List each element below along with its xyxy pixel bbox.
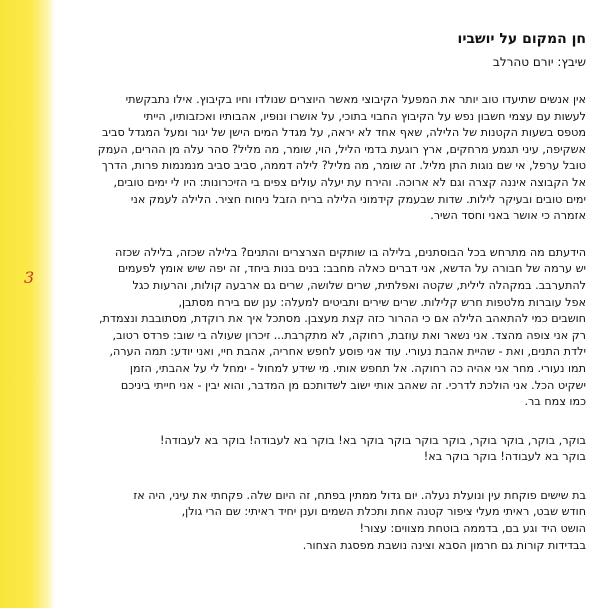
article-byline: שיבץ: יורם טהרלב [492, 55, 586, 69]
text-line: ימים טובים ובעיקר לילות. שדות שבעמק קידמוני הלילה בריח הזבל ניחוח חציר. הלילה לעמק אני [130, 192, 586, 206]
text-line: להתערבב. במקהלה לילית, שקטה ואפלתית, שרים שלושה, שרים גם ארבעה קולות, והרעות כגל [132, 278, 586, 292]
paragraph-3 [78, 433, 586, 466]
text-line: ילדת התנים, ואת - שהיית אהבת נעורי. עוד אני פוסע לחפש אחריה, אהבת חיי, ואני יודע: תמה הערה, [109, 345, 586, 359]
text-line: בוקר, בוקר, בוקר בוקר, בוקר בוקר בוקר בוקר בא! בוקר בא לעבודה! בוקר בא לעבודה! [159, 433, 586, 447]
page-number: 3 [24, 268, 35, 287]
text-line: רק אני צופה מהצד. אני נשאר ואת עוזבת, רחוקה, לא מתקרבת... זיכרון שעולה בי שוב: פרדס רטוב, [112, 328, 586, 342]
text-line: הידעתם מה מתרחש בכל הבוסתנים, בלילה בו שותקים הצרצרים והתנים? בלילה שכזה, בלילה שכזה [115, 245, 586, 259]
text-line: בת שישים פוקחת עין ונועלת נעלה. יום גדול ממתין בפתח, זה היום שלה. פקחתי את עיני, היה אז [133, 488, 586, 502]
text-line: חודש שבט, ראיתי מעלי ציפור קטנה אחת ותכלת השמים וענן יחיד ראיתי: שם הרי גולן, [181, 505, 586, 519]
text-line: בוקר בא לעבודה! בוקר בוקר בא! [423, 450, 586, 464]
text-line: כמו צמח בר. [524, 395, 586, 409]
text-line: לעשות עם עצמי חשבון נפש על הקיבוץ החבוי בתוכי, על אושרו ונופיו, אהבותיו ואכזבותיו, הייתי [143, 109, 586, 123]
article-title: חן המקום על יושביו [457, 31, 586, 47]
text-line: אל הקבוצה איננה קצרה וגם לא ארוכה. והירח עת יעלה עולים צפים בי הזיכרונות: היו לי ימים טובים, [113, 175, 586, 189]
text-line: אין אנשים שתיעדו טוב יותר את המפעל הקיבוצי מאשר היוצרים שנולדו וחיו בקיבוץ. אילו נתבקשתי [125, 93, 586, 106]
text-line: חושבים כמי להתאהב הלילה אם כי ההרור כזה קצת מעצבן. מסתכל איך את רוקדת, מסתובבת ונצמדת, [98, 312, 586, 326]
text-line: הושט היד וגע בם, בדממה בוטחת מצווים: עצור! [359, 522, 586, 536]
text-line: אשקיפה, עיני תגמע מרחקים, ארץ רוגעת בדמי הליל, הוי, שומר, מה מליל? סהר עלה מן ההרים, העמק [97, 142, 586, 156]
text-line: ישקיט הכל. אני הולכת לדרכי. זה שאהב אותי ישוב לשדותכם מן המדבר, והוא יבין - אני חייתי ביניכם [120, 378, 586, 392]
yellow-margin-strip [0, 0, 55, 608]
text-line: בבדידות קורות גם חרמון הסבא וצינה נושבת מפסגת הצחור. [302, 538, 586, 552]
text-line: אזמרה כי אושר באני וחסד השיר. [430, 209, 586, 223]
paragraph-1 [78, 92, 586, 225]
paragraph-2 [78, 245, 586, 411]
text-line: יש ערמה של חבורה על הדשא, אני דברים כאלה מחבב: בנים בנות ביחד, זה יפה שיש אומץ לפעמים [117, 262, 586, 276]
article [78, 30, 586, 554]
text-line: מטפס בשעות הקטנות של הלילה, שאף אחד לא יראה, על מגדל המים הישן של יגור ומעל המגדל סביב [102, 126, 586, 140]
text-line: אפל עוברות מלטפות חרש קלילות. שרים שירים ותביטים למעלה: ענן שם בירח מסתבן, [178, 295, 586, 309]
text-line: טובל ערפל, אי שם נוגות התן מליל. זה שומר, מה מליל? לילה דממה, סביב סביב מנמנמות פרות, הדרך [101, 159, 586, 173]
paragraph-4 [78, 488, 586, 554]
text-line: תמו נעורי. מחר אני אהיה כה רחוקה. אל תחפש אותי. מי שידע למחול - ימחל לי על אהבתי, הזמן [129, 361, 586, 375]
